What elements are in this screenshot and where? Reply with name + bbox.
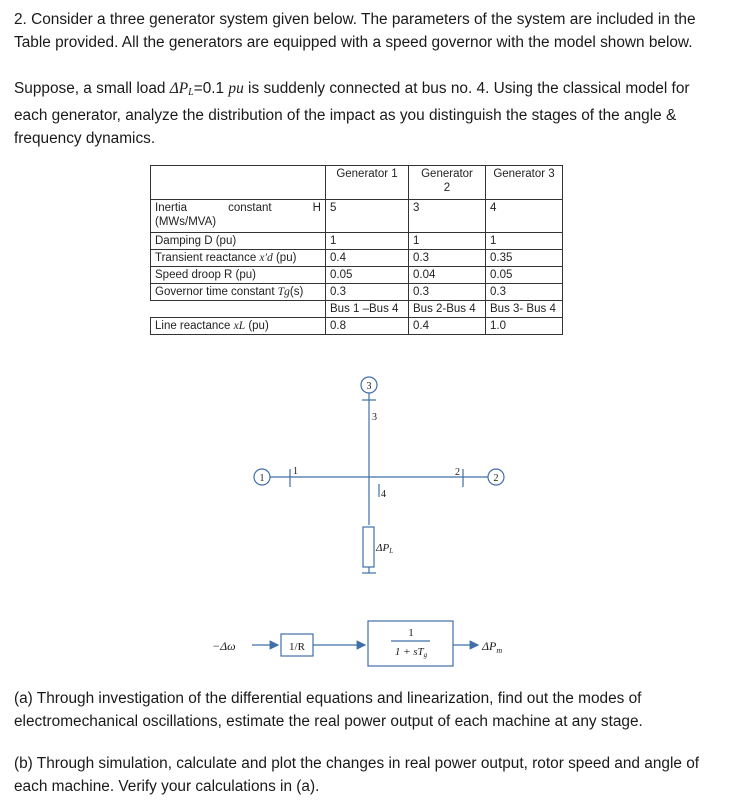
cell: 0.8	[326, 318, 409, 335]
inertia-word: Inertia	[155, 202, 187, 214]
bus-1-label: 1	[293, 466, 298, 477]
bus-2-label: 2	[455, 467, 460, 478]
bus-4-label: 4	[381, 489, 386, 500]
load-subscript: L	[389, 547, 394, 555]
question-p2-value: =0.1	[193, 80, 229, 97]
row-label-damping: Damping D (pu)	[151, 233, 326, 250]
governor-label-text: Governor time constant	[155, 286, 278, 298]
cell: Bus 2-Bus 4	[409, 301, 486, 318]
cell: 0.3	[326, 284, 409, 301]
tf-numerator: 1	[408, 627, 414, 639]
part-a: (a) Through investigation of the differential equations and linearization, find out the modes of electromechanical oscillations, estimate the real power output of each machine at any stage.	[14, 690, 643, 730]
pu-unit: pu	[228, 80, 244, 97]
governor-label-unit: (s)	[289, 286, 304, 298]
xd-symbol: x′d	[259, 252, 273, 264]
tg-symbol: Tg	[277, 286, 290, 298]
cell: Bus 3- Bus 4	[486, 301, 563, 318]
h-symbol: H	[312, 202, 321, 214]
cell: 0.04	[409, 267, 486, 284]
header-generator-1: Generator 1	[326, 166, 409, 200]
cell: 1	[326, 233, 409, 250]
cell: 5	[326, 200, 409, 233]
cell: 0.3	[409, 250, 486, 267]
bus-3-label: 3	[372, 412, 377, 423]
header-generator-2: Generator 2	[409, 166, 486, 200]
delta-pl-subscript: L	[188, 87, 194, 98]
load-box	[363, 527, 374, 567]
cell: 4	[486, 200, 563, 233]
cell: 0.05	[486, 267, 563, 284]
delta-pl-symbol: ΔP	[169, 80, 189, 97]
cell: 3	[409, 200, 486, 233]
load-symbol: ΔP	[376, 542, 390, 554]
cell: 1	[486, 233, 563, 250]
constant-word: constant	[228, 202, 272, 214]
cell: 0.05	[326, 267, 409, 284]
question-p2-end: is suddenly connected at bus no. 4. Using the classical model for each generator, analyze the distribution of the impact as you distinguish the stages of the angle & frequency dynamics.	[14, 80, 690, 147]
cell: 0.3	[409, 284, 486, 301]
row-label-droop: Speed droop R (pu)	[151, 267, 326, 284]
gen-3-label: 3	[366, 381, 372, 392]
output-label	[481, 639, 502, 655]
tf-den-subscript: g	[423, 651, 428, 659]
part-b: (b) Through simulation, calculate and plot the changes in real power output, rotor speed and angle of each machine. Verify your calculations in (a).	[14, 755, 700, 795]
xl-symbol: xL	[233, 320, 246, 332]
cell: 0.4	[326, 250, 409, 267]
cell: 0.4	[409, 318, 486, 335]
gen-2-label: 2	[493, 473, 499, 484]
question-intro: 2. Consider a three generator system given below. The parameters of the system are included in the Table provided. All the generators are equipped with a speed governor with the model shown below.	[14, 11, 696, 51]
gain-label: 1/R	[289, 641, 305, 653]
output-symbol: ΔP	[482, 639, 497, 653]
cell: Bus 1 –Bus 4	[326, 301, 409, 318]
line-reactance-label-text: Line reactance	[155, 320, 234, 332]
output-subscript: m	[496, 646, 503, 655]
input-label: −Δω	[212, 639, 236, 653]
reactance-label-unit: (pu)	[272, 252, 297, 264]
gen-1-label: 1	[259, 473, 265, 484]
inertia-unit: (MWs/MVA)	[155, 216, 217, 228]
reactance-label-text: Transient reactance	[155, 252, 260, 264]
question-p2-start: Suppose, a small load	[14, 80, 170, 97]
tf-denominator	[395, 646, 428, 659]
header-generator-3: Generator 3	[486, 166, 563, 200]
cell: 0.3	[486, 284, 563, 301]
line-reactance-label-unit: (pu)	[245, 320, 269, 332]
cell: 0.35	[486, 250, 563, 267]
cell: 1.0	[486, 318, 563, 335]
tf-den-main: 1 + sT	[394, 646, 424, 658]
load-label	[375, 542, 393, 555]
cell: 1	[409, 233, 486, 250]
